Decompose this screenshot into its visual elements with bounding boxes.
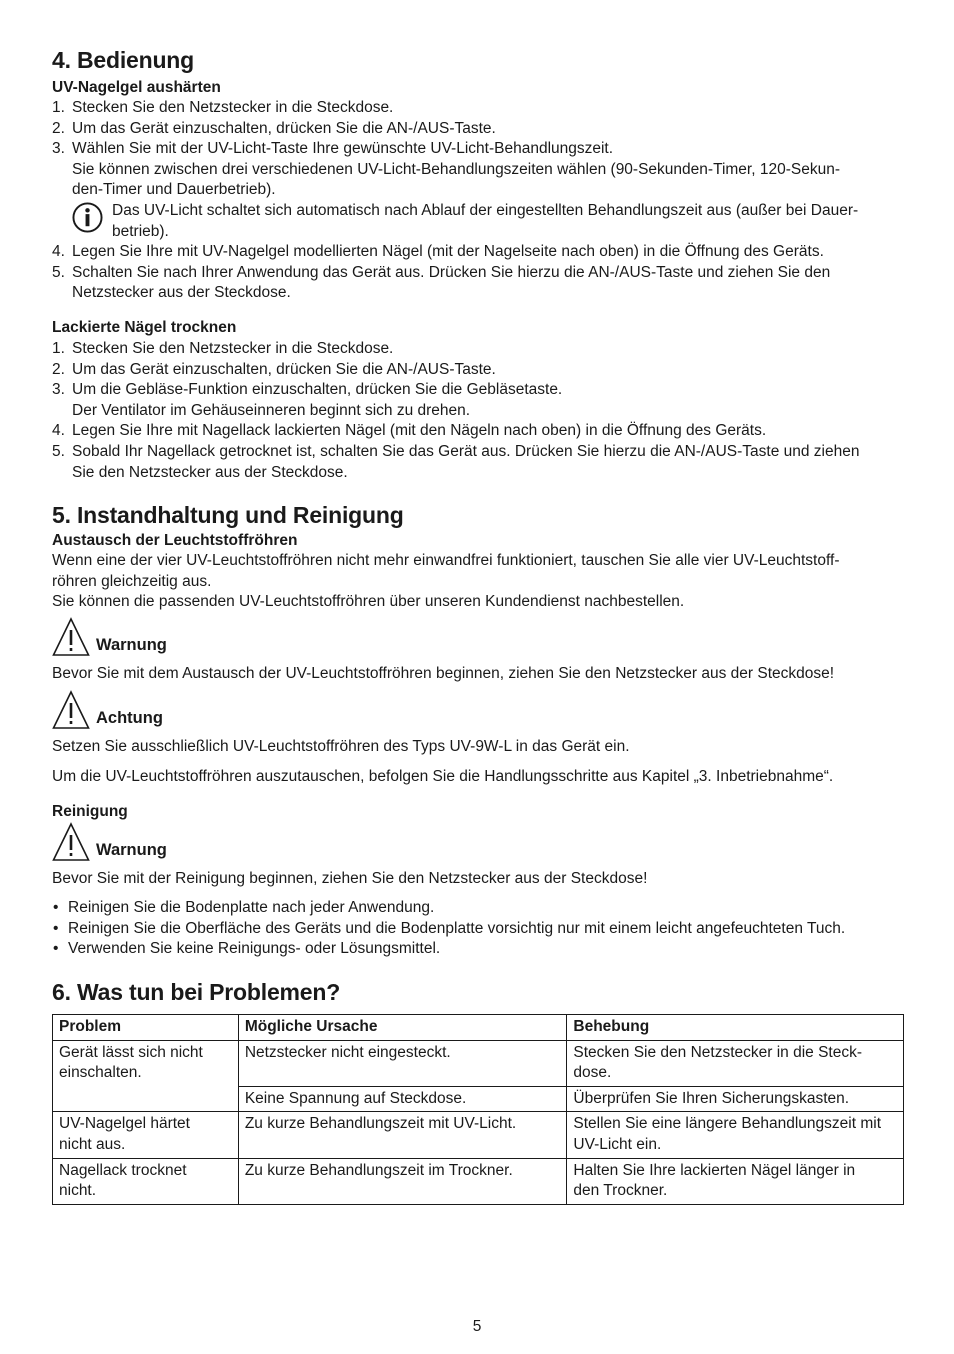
column-header-fix: Behebung [567, 1015, 904, 1041]
paragraph-text: röhren gleichzeitig aus. [52, 572, 212, 590]
step-text: Stecken Sie den Netzstecker in die Steckdose. [72, 99, 394, 116]
step-text: Der Ventilator im Gehäuseinneren beginnt sich zu drehen. [72, 401, 471, 419]
cell-text: Nagellack trocknet [59, 1161, 187, 1179]
cleaning-bullet-list [52, 898, 904, 960]
table-row [53, 1158, 904, 1204]
table-row [53, 1040, 904, 1086]
step-number: 4. [52, 422, 65, 440]
step-text: Schalten Sie nach Ihrer Anwendung das Gerät aus. Drücken Sie hierzu die AN-/AUS-Taste und ziehen Sie den [72, 263, 831, 281]
cause-cell: Netzstecker nicht eingesteckt. [238, 1040, 567, 1086]
table-row [53, 1112, 904, 1158]
list-item [52, 119, 904, 140]
column-header-problem: Problem [53, 1015, 239, 1041]
step-number: 5. [52, 442, 65, 460]
subheading-tube-replacement: Austausch der Leuchtstoffröhren [52, 532, 298, 550]
troubleshooting-table [52, 1014, 904, 1205]
list-item [52, 98, 904, 119]
step-number: 5. [52, 263, 65, 281]
info-icon [72, 202, 103, 233]
caution-label: Achtung [96, 709, 163, 728]
info-text: Das UV-Licht schaltet sich automatisch nach Ablauf der eingestellten Behandlungszeit aus (außer bei Dauer- [112, 201, 859, 219]
cell-text: dose. [573, 1064, 612, 1082]
column-header-cause: Mögliche Ursache [238, 1015, 567, 1041]
section-title-maintenance: 5. Instandhaltung und Reinigung [52, 502, 404, 529]
paragraph [52, 551, 904, 592]
problem-cell [53, 1112, 239, 1158]
step-text: Sie den Netzstecker aus der Steckdose. [72, 463, 348, 481]
caution-heading [52, 686, 904, 730]
cell-text: UV-Nagelgel härtet [59, 1115, 190, 1133]
warning-heading [52, 613, 904, 657]
warning-heading [52, 818, 904, 862]
step-detail: den-Timer und Dauerbetrieb). [72, 181, 276, 199]
cell-text: Gerät lässt sich nicht [59, 1043, 203, 1061]
section-title-troubleshooting: 6. Was tun bei Problemen? [52, 979, 341, 1006]
cause-cell: Zu kurze Behandlungszeit mit UV-Licht. [238, 1112, 567, 1158]
list-item: • Reinigen Sie die Bodenplatte nach jeder Anwendung. [52, 898, 904, 919]
list-item: • Reinigen Sie die Oberfläche des Geräts und die Bodenplatte vorsichtig nur mit einem leicht angefeuchteten Tuch. [52, 919, 904, 940]
caution-triangle-icon [52, 690, 90, 730]
cause-cell: Zu kurze Behandlungszeit im Trockner. [238, 1158, 567, 1204]
step-number: 3. [52, 381, 65, 399]
subheading-uv-gel: UV-Nagelgel aushärten [52, 79, 221, 96]
fix-cell: Überprüfen Sie Ihren Sicherungskasten. [567, 1086, 904, 1112]
step-text: Legen Sie Ihre mit Nagellack lackierten Nägel (mit den Nägeln nach oben) in die Öffnung des Geräts. [72, 422, 767, 440]
list-item [52, 339, 904, 360]
cell-text: nicht aus. [59, 1136, 126, 1153]
paragraph-text: Wenn eine der vier UV-Leuchtstoffröhren nicht mehr einwandfrei funktioniert, tauschen Sie alle vier UV-Leuchtstoff- [52, 552, 840, 570]
info-text: betrieb). [112, 222, 169, 240]
cell-text: Halten Sie Ihre lackierten Nägel länger in [573, 1161, 856, 1179]
page-number: 5 [472, 1318, 482, 1335]
list-item [52, 380, 904, 421]
warning-label: Warnung [96, 840, 167, 859]
subheading-lacquer: Lackierte Nägel trocknen [52, 318, 237, 336]
caution-text: Setzen Sie ausschließlich UV-Leuchtstoffröhren des Typs UV-9W-L in das Gerät ein. [52, 738, 630, 756]
warning-triangle-icon [52, 617, 90, 657]
warning-text: Bevor Sie mit dem Austausch der UV-Leuchtstoffröhren beginnen, ziehen Sie den Netzstecker aus der Steckdose! [52, 664, 835, 682]
manual-page [52, 44, 904, 1205]
list-item [52, 139, 904, 242]
step-text: Sobald Ihr Nagellack getrocknet ist, schalten Sie das Gerät aus. Drücken Sie hierzu die AN-/AUS-Taste und ziehen [72, 442, 860, 460]
cell-text: Stellen Sie eine längere Behandlungszeit mit [573, 1115, 882, 1133]
step-text: Um das Gerät einzuschalten, drücken Sie die AN-/AUS-Taste. [72, 360, 496, 378]
list-item [52, 360, 904, 381]
step-text: Wählen Sie mit der UV-Licht-Taste Ihre gewünschte UV-Licht-Behandlungszeit. [72, 140, 614, 158]
list-item [52, 421, 904, 442]
step-text: Um das Gerät einzuschalten, drücken Sie die AN-/AUS-Taste. [72, 119, 496, 137]
step-number: 1. [52, 339, 65, 357]
cause-cell: Keine Spannung auf Steckdose. [238, 1086, 567, 1112]
section-title-operation: 4. Bedienung [52, 47, 195, 73]
cell-text: Stecken Sie den Netzstecker in die Steck- [573, 1043, 863, 1061]
problem-cell [53, 1040, 239, 1112]
cell-text: UV-Licht ein. [573, 1136, 662, 1153]
subheading-cleaning: Reinigung [52, 802, 128, 820]
uv-steps-list [52, 98, 904, 304]
cell-text: nicht. [59, 1182, 97, 1200]
warning-label: Warnung [96, 635, 167, 654]
step-number: 2. [52, 119, 65, 137]
fix-cell [567, 1158, 904, 1204]
warning-triangle-icon [52, 822, 90, 862]
step-detail: Sie können zwischen drei verschiedenen UV-Licht-Behandlungszeiten wählen (90-Sekunden-Timer, 120-Sekun- [72, 160, 840, 178]
warning-text: Bevor Sie mit der Reinigung beginnen, ziehen Sie den Netzstecker aus der Steckdose! [52, 869, 648, 887]
list-item [52, 242, 904, 263]
paragraph: Sie können die passenden UV-Leuchtstoffröhren über unseren Kundendienst nachbestellen. [52, 593, 685, 611]
step-number: 2. [52, 360, 65, 378]
step-text: Stecken Sie den Netzstecker in die Steckdose. [72, 339, 394, 357]
table-header-row [53, 1015, 904, 1041]
step-text: Um die Gebläse-Funktion einzuschalten, drücken Sie die Gebläsetaste. [72, 381, 563, 399]
fix-cell [567, 1112, 904, 1158]
step-number: 4. [52, 243, 65, 261]
step-number: 1. [52, 99, 65, 116]
list-item [52, 263, 904, 304]
list-item [52, 442, 904, 483]
cell-text: einschalten. [59, 1064, 142, 1082]
lacquer-steps-list [52, 339, 904, 483]
problem-cell [53, 1158, 239, 1204]
list-item: • Verwenden Sie keine Reinigungs- oder Lösungsmittel. [52, 939, 904, 960]
info-note [52, 201, 904, 242]
cell-text: den Trockner. [573, 1182, 668, 1200]
step-text: Legen Sie Ihre mit UV-Nagelgel modellierten Nägel (mit der Nagelseite nach oben) in die Öffnung des Geräts. [72, 243, 824, 261]
replacement-instructions: Um die UV-Leuchtstoffröhren auszutauschen, befolgen Sie die Handlungsschritte aus Kapitel „3. Inbetriebnahme“. [52, 768, 834, 786]
step-number: 3. [52, 140, 65, 158]
fix-cell [567, 1040, 904, 1086]
step-text: Netzstecker aus der Steckdose. [72, 284, 291, 302]
